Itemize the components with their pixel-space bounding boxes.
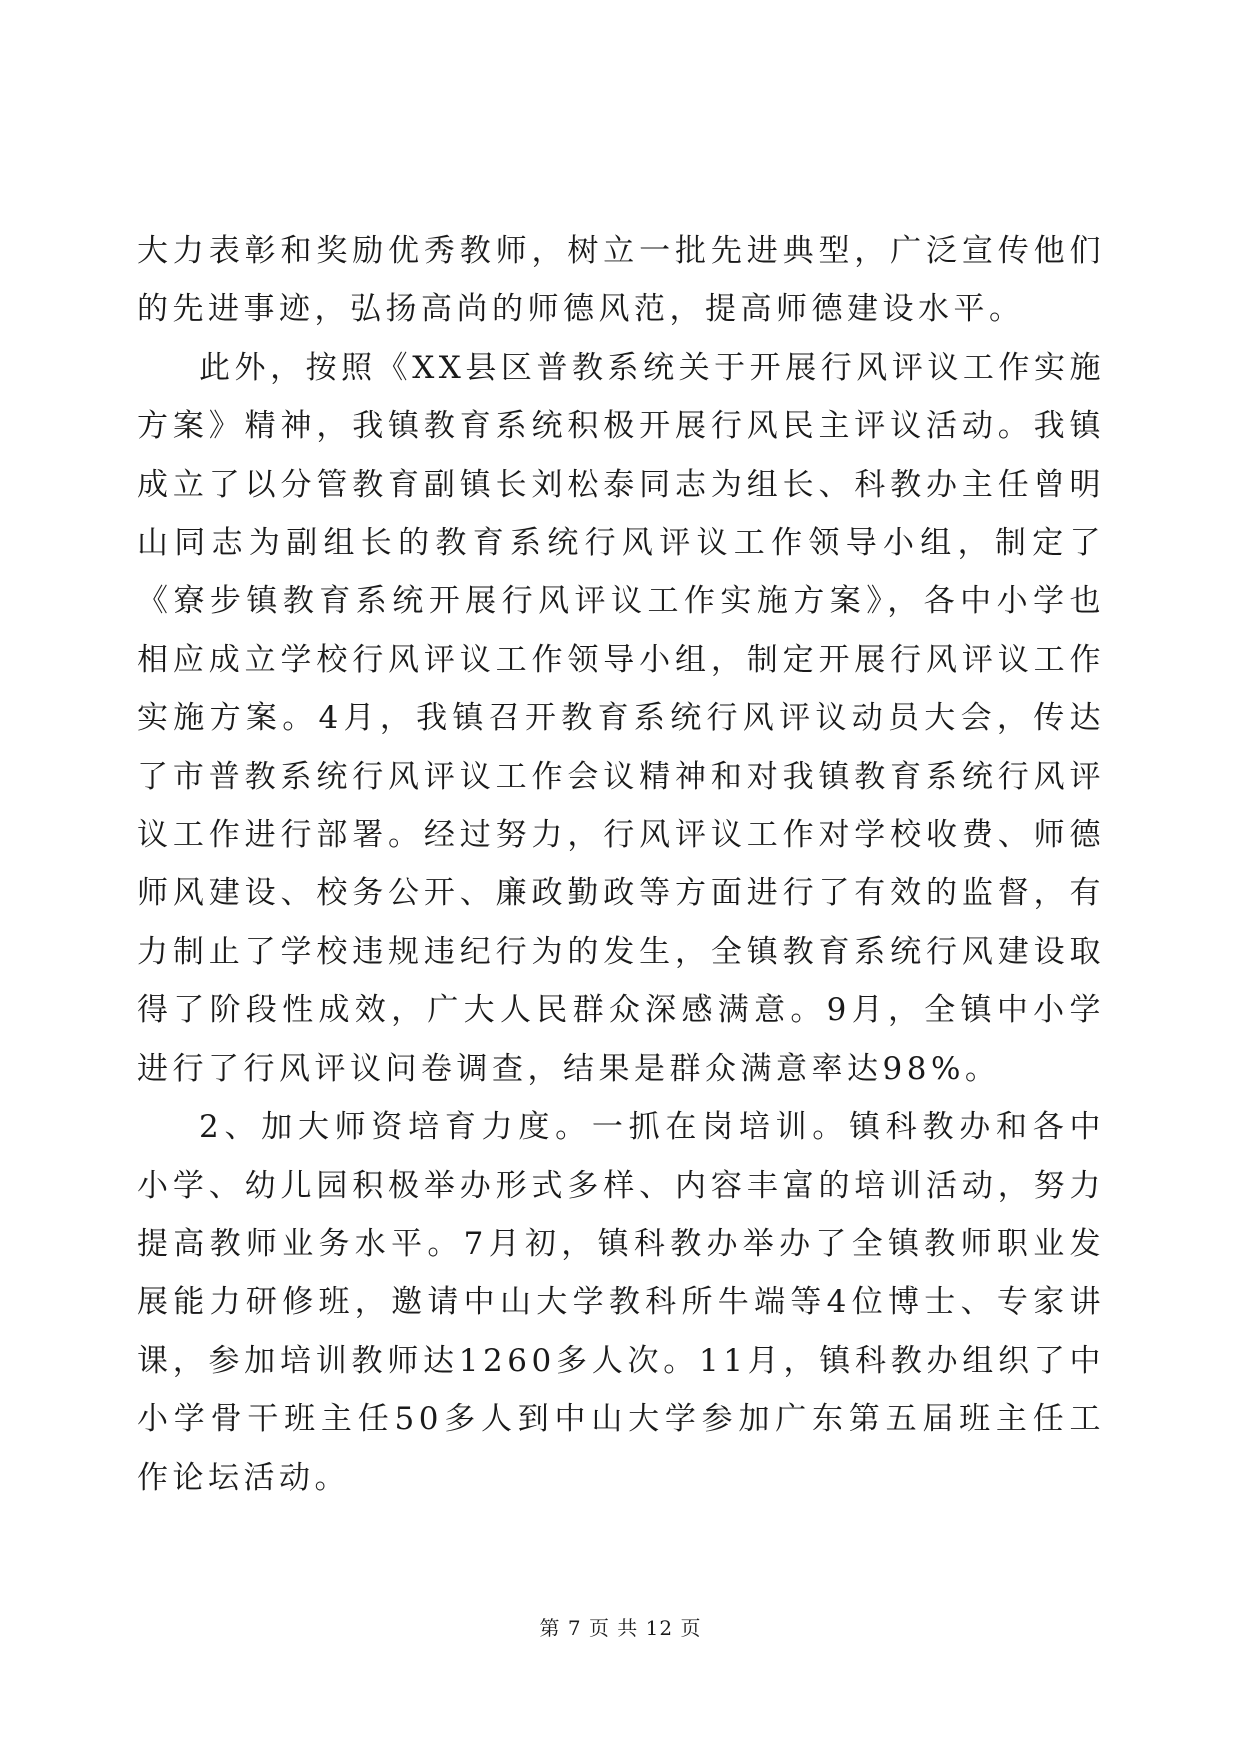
- page-number-footer: 第 7 页 共 12 页: [539, 1616, 702, 1640]
- paragraph-teacher-training: 2、加大师资培育力度。一抓在岗培训。镇科教办和各中小学、幼儿园积极举办形式多样、内容丰富的培训活动，努力提高教师业务水平。7月初，镇科教办举办了全镇教师职业发展能力研修班，邀请中山大学教科所牛端等4位博士、专家讲课，参加培训教师达1260多人次。11月，镇科教办组织了中小学骨干班主任50多人到中山大学参加广东第五届班主任工作论坛活动。: [137, 1109, 1105, 1496]
- paragraph-continued: 大力表彰和奖励优秀教师，树立一批先进典型，广泛宣传他们的先进事迹，弘扬高尚的师德风范，提高师德建设水平。: [137, 233, 1105, 328]
- paragraph-style-review: 此外，按照《XX县区普教系统关于开展行风评议工作实施方案》精神，我镇教育系统积极开展行风民主评议活动。我镇成立了以分管教育副镇长刘松泰同志为组长、科教办主任曾明山同志为副组长的教育系统行风评议工作领导小组，制定了《寮步镇教育系统开展行风评议工作实施方案》，各中小学也相应成立学校行风评议工作领导小组，制定开展行风评议工作实施方案。4月，我镇召开教育系统行风评议动员大会，传达了市普教系统行风评议工作会议精神和对我镇教育系统行风评议工作进行部署。经过努力，行风评议工作对学校收费、师德师风建设、校务公开、廉政勤政等方面进行了有效的监督，有力制止了学校违规违纪行为的发生，全镇教育系统行风建设取得了阶段性成效，广大人民群众深感满意。9月，全镇中小学进行了行风评议问卷调查，结果是群众满意率达98%。: [137, 349, 1105, 1087]
- document-body: [137, 222, 1105, 1507]
